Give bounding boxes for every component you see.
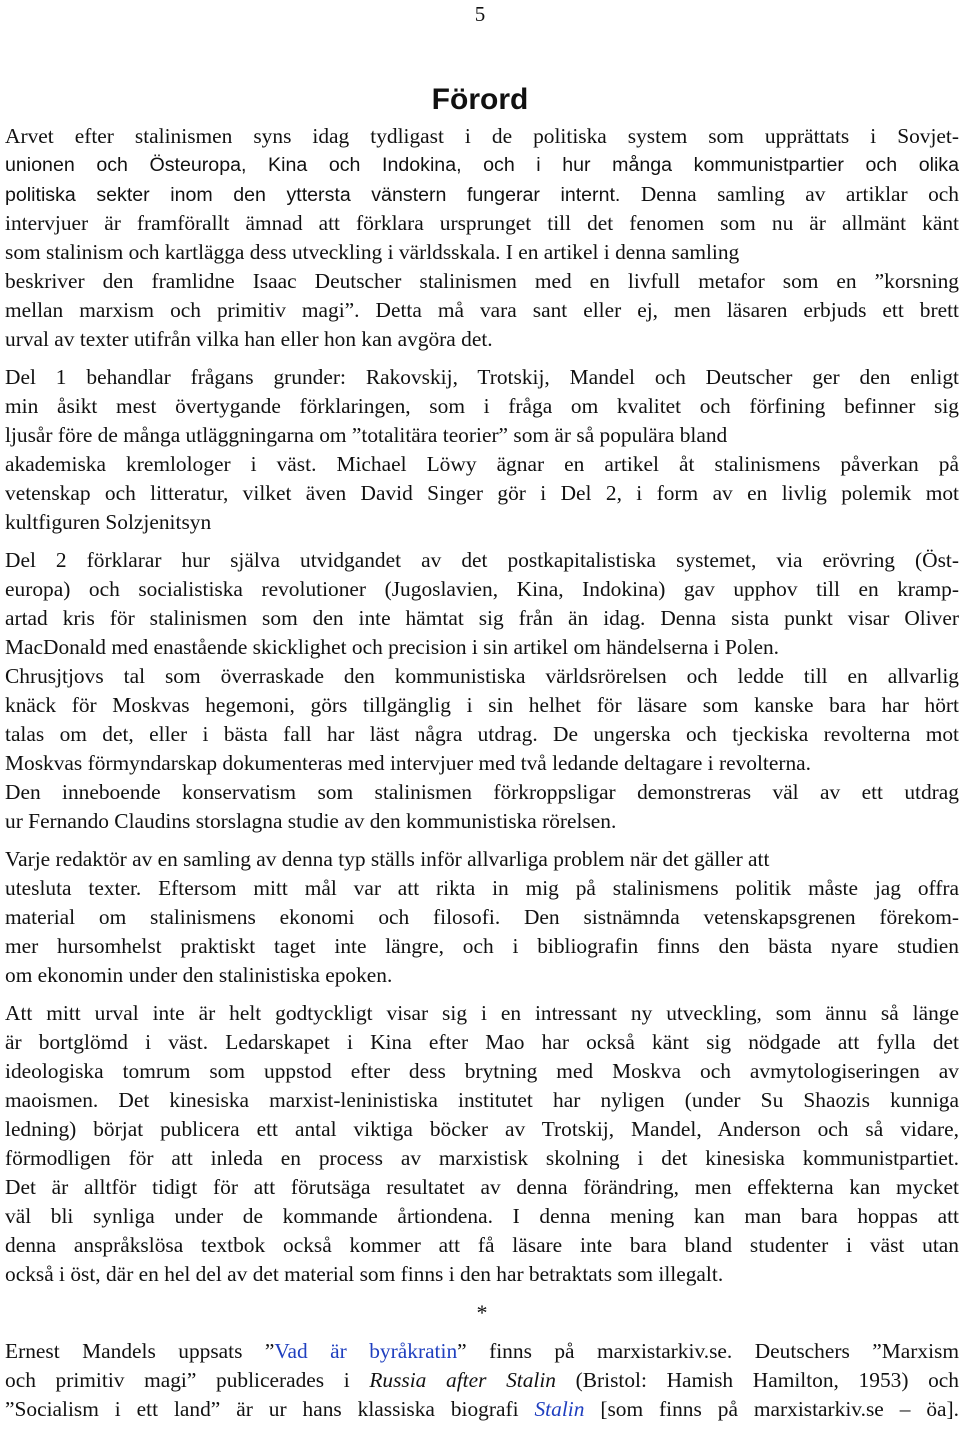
link-vad-ar-byrakratin[interactable]: Vad är byråkratin (274, 1339, 458, 1363)
text-line: utesluta texter. Eftersom mitt mål var att rikta in mig på stalinismens politik måste jag offra (5, 876, 959, 900)
text-line: förmodligen för att inleda en process av marxistisk skolning i det kinesiska kommunistpartiet. (5, 1146, 959, 1170)
text-line: vetenskap och litteratur, vilket även David Singer gör i Del 2, i form av en livlig polemik mot (5, 481, 959, 505)
text-line: knäck för Moskvas hegemoni, görs tillgänglig i sin helhet för läsare som kanske bara har hört (5, 693, 959, 717)
text-line: Den inneboende konservatism som stalinismen förkroppsligar demonstreras väl av ett utdrag (5, 780, 959, 804)
text-span: ” finns på marxistarkiv.se. Deutschers ”Marxism (457, 1339, 959, 1363)
text-span: Denna samling av artiklar och (620, 182, 959, 206)
text-line: urval av texter utifrån vilka han eller hon kan avgöra det. (5, 327, 493, 351)
text-line (5, 1337, 959, 1366)
text-span: [som finns på marxistarkiv.se – öa]. (584, 1397, 959, 1421)
text-line: ledning) börjat publicera ett antal viktiga böcker av Trotskij, Mandel, Anderson och så vidare, (5, 1117, 959, 1141)
text-line: unionen och Östeuropa, Kina och Indokina, och i hur många kommunistpartier och olika (5, 154, 959, 176)
text-line (5, 1366, 959, 1395)
text-line: Att mitt urval inte är helt godtyckligt visar sig i en intressant ny utveckling, som ännu så länge (5, 1001, 959, 1025)
text-line: ideologiska tomrum som uppstod efter dess brytning med Moskva och avmytologiseringen av (5, 1059, 959, 1083)
text-line (5, 1395, 959, 1424)
text-line: material om stalinismens ekonomi och filosofi. Den sistnämnda vetenskapsgrenen förekom- (5, 905, 959, 929)
text-line: också i öst, där en hel del av det material som finns i den har betraktats som illegalt. (5, 1262, 724, 1286)
text-span: politiska sekter inom den yttersta vänstern fungerar internt. (5, 184, 621, 206)
text-line: Del 2 förklarar hur själva utvidgandet av det postkapitalistiska systemet, via erövring (Öst- (5, 548, 959, 572)
text-line: Chrusjtjovs tal som överraskade den kommunistiska världsrörelsen och ledde till en allvarlig (5, 664, 959, 688)
text-line: är bortglömd i väst. Ledarskapet i Kina efter Mao har också känt sig nödgade att fylla det (5, 1030, 959, 1054)
text-span: som stalinism och kartlägga dess utveckling i världsskala. (5, 240, 501, 264)
text-line: kultfiguren Solzjenitsyn (5, 510, 212, 534)
text-line: väl bli synliga under de kommande årtiondena. I denna mening kan man bara hoppas att (5, 1204, 959, 1228)
text-line: europa) och socialistiska revolutioner (Jugoslavien, Kina, Indokina) gav upphov till en kramp- (5, 577, 959, 601)
paragraph-5 (5, 999, 959, 1289)
text-line: mer hursomhelst praktiskt taget inte längre, och i bibliografin finns den bästa nyare studien (5, 934, 959, 958)
page-number: 5 (474, 2, 486, 26)
text-line (5, 238, 959, 267)
text-line: artad kris för stalinismen som den inte hämtat sig från än idag. Denna sista punkt visar Oliver (5, 606, 959, 630)
text-line: beskriver den framlidne Isaac Deutscher stalinismen med en livfull metafor som en ”korsning (5, 269, 959, 293)
text-line: Moskvas förmyndarskap dokumenteras med intervjuer med två ledande deltagare i revolterna. (5, 751, 812, 775)
text-line: intervjuer är framförallt ämnad att förklara ursprunget till det fenomen som nu är allmänt känt (5, 211, 959, 235)
text-span: Ernest Mandels uppsats ” (5, 1339, 275, 1363)
text-line: ur Fernando Claudins storslagna studie av den kommunistiska rörelsen. (5, 809, 617, 833)
text-span: I en artikel i denna samling (500, 240, 740, 264)
section-separator: * (476, 1300, 488, 1325)
text-line: mellan marxism och primitiv magi”. Detta må vara sant eller ej, men läsaren erbjuds ett brett (5, 298, 959, 322)
text-line: min åsikt mest övertygande förklaringen, som i fråga om kvalitet och förfining befinner sig (5, 394, 959, 418)
link-stalin[interactable]: Stalin (534, 1397, 585, 1421)
paragraph-2 (5, 363, 959, 537)
text-line: akademiska kremlologer i väst. Michael Löwy ägnar en artikel åt stalinismens påverkan på (5, 452, 959, 476)
paragraph-4 (5, 845, 959, 990)
text-line: om ekonomin under den stalinistiska epoken. (5, 963, 393, 987)
text-line: talas om det, eller i bästa fall har läst några utdrag. De ungerska och tjeckiska revolterna mot (5, 722, 959, 746)
text-span: (Bristol: Hamish Hamilton, 1953) och (555, 1368, 959, 1392)
document-body (5, 122, 959, 1433)
text-line: ljusår före de många utläggningarna om ”totalitära teorier” som är så populära bland (5, 423, 728, 447)
text-line (5, 180, 959, 209)
paragraph-3 (5, 546, 959, 836)
text-span: ”Socialism i ett land” är ur hans klassiska biografi (5, 1397, 535, 1421)
text-span: och primitiv magi” publicerades i (5, 1368, 370, 1392)
text-line: Arvet efter stalinismen syns idag tydligast i de politiska system som upprättats i Sovjet- (5, 124, 959, 148)
text-line: denna anspråkslösa textbok också kommer att få läsare inte bara bland studenter i väst utan (5, 1233, 959, 1257)
page-title: Förord (431, 83, 529, 116)
text-line: Del 1 behandlar frågans grunder: Rakovskij, Trotskij, Mandel och Deutscher ger den enligt (5, 365, 959, 389)
text-line: MacDonald med enastående skicklighet och precision i sin artikel om händelserna i Polen. (5, 635, 780, 659)
text-line: maoismen. Det kinesiska marxist-leninistiska institutet har nyligen (under Su Shaozis kunniga (5, 1088, 959, 1112)
footnote (5, 1337, 959, 1424)
book-title: Russia after Stalin (369, 1368, 556, 1392)
text-line: Det är alltför tidigt för att förutsäga resultatet av denna förändring, men effekterna kan mycket (5, 1175, 959, 1199)
paragraph-1 (5, 122, 959, 354)
text-line: Varje redaktör av en samling av denna typ ställs inför allvarliga problem när det gäller att (5, 847, 770, 871)
